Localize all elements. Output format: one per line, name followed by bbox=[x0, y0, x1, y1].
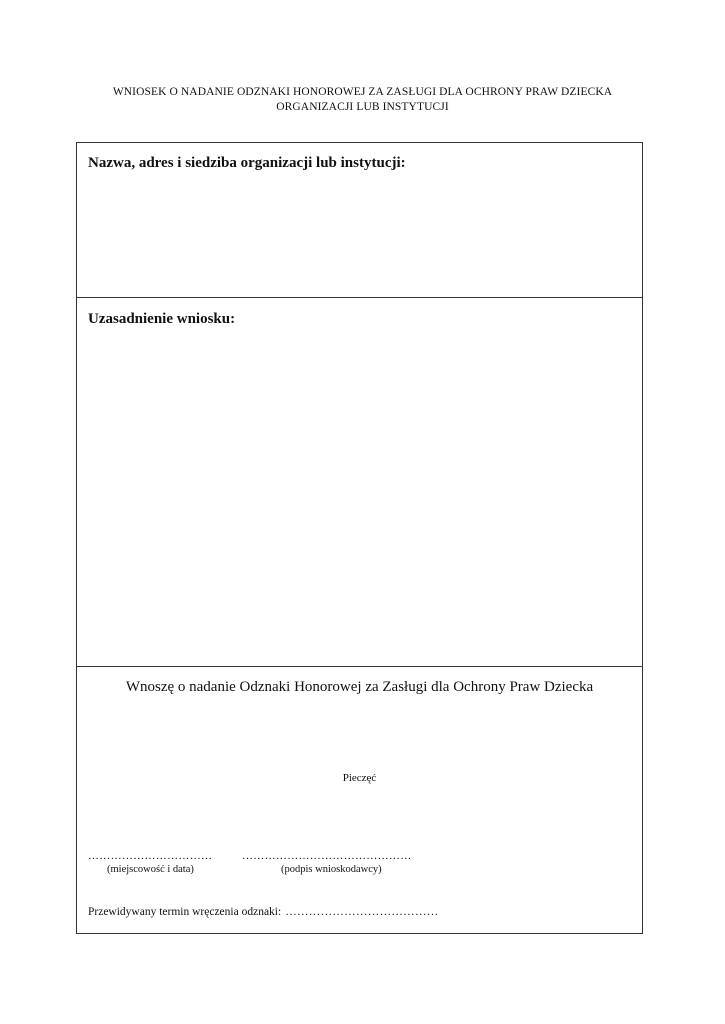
justification-label: Uzasadnienie wniosku: bbox=[88, 311, 236, 327]
place-date-line[interactable]: …………………………… bbox=[88, 850, 213, 862]
place-date-caption: (miejscowość i data) bbox=[107, 864, 194, 875]
organization-name-field[interactable] bbox=[77, 143, 642, 298]
award-term-line[interactable]: ………………………………… bbox=[285, 906, 439, 918]
request-section bbox=[77, 667, 642, 933]
signature-caption: (podpis wnioskodawcy) bbox=[281, 864, 382, 875]
document-title-line-1: WNIOSEK O NADANIE ODZNAKI HONOROWEJ ZA ZASŁUGI DLA OCHRONY PRAW DZIECKA bbox=[112, 86, 613, 98]
request-statement: Wnoszę o nadanie Odznaki Honorowej za Zasługi dla Ochrony Praw Dziecka bbox=[125, 679, 594, 695]
stamp-label: Pieczęć bbox=[342, 772, 377, 784]
award-term-label: Przewidywany termin wręczenia odznaki: bbox=[88, 906, 282, 918]
application-form bbox=[76, 142, 643, 934]
justification-field[interactable] bbox=[77, 298, 642, 667]
award-term-row bbox=[88, 905, 439, 919]
organization-name-label: Nazwa, adres i siedziba organizacji lub instytucji: bbox=[88, 155, 406, 171]
document-title bbox=[0, 85, 725, 115]
document-title-line-2: ORGANIZACJI LUB INSTYTUCJI bbox=[276, 101, 449, 113]
signature-line[interactable]: ……………………………………… bbox=[242, 850, 412, 862]
